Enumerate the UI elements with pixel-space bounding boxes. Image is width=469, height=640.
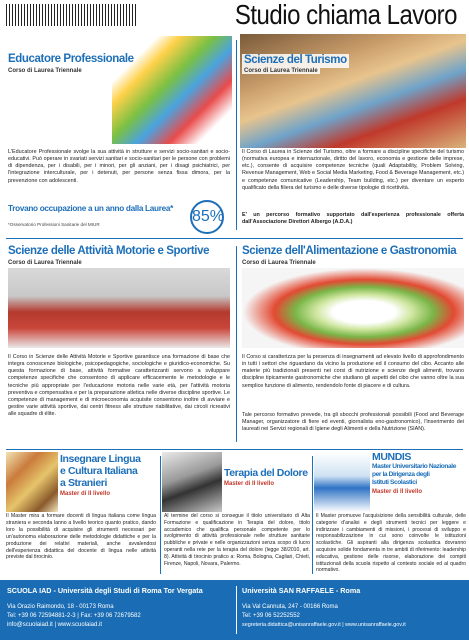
master-title: Terapia del Dolore [224,467,308,479]
section-subtitle: Corso di Laurea Triennale [242,260,316,266]
master-title-line1: Insegnare Lingua [60,453,141,465]
master-title-line3: a Stranieri [60,477,107,489]
footer-iad-address: Via Orazio Raimondo, 18 - 00173 Roma [7,604,114,610]
footer-sanraffaele-name: Università SAN RAFFAELE - Roma [242,586,361,595]
footer-sanraffaele [240,580,469,640]
section-title: Scienze delle Attività Motorie e Sportive [8,245,210,257]
footer-iad [0,580,236,640]
section-motorie [0,240,236,448]
track-image [8,268,230,348]
master-title-line3: per la Dirigenza degli [372,471,430,478]
footer-iad-phone: Tel: +39 06 72594881-2-3 | Fax: +39 06 72679582 [7,613,141,619]
footer-iad-web[interactable]: info@scuolaiad.it | www.scuolaiad.it [7,622,103,628]
section-educatore [0,32,236,237]
divider [236,40,237,230]
master-body: Il Master promuove l'acquisizione della sensibilità culturale, delle categorie d'analisi e degli strumenti tecnici per leggere e indirizzare i cambiamenti di missioni, i processi di sviluppo e responsabilizzazione in cui sono coinvolte le istituzioni scolastiche. Gli aspiranti alla dirigenza scolastica dovranno acquisire solide fondamenta in tre ambiti di riferimento: leadership educativa, gestione delle risorse, elaborazione dei compiti istituzionali della scuola rispetto al contesto sociale ed al quadro normativo. [316,513,466,574]
footer-divider [236,586,237,634]
master-body: Il Master mira a formare docenti di lingua italiana come lingua straniera e seconda lanno a livello teorico quanto pratico, dando loro la possibilità di acquisire gli strumenti necessari per un'autonoma elaborazione delle metodologie didattiche e per la produzione dei relativi materiali, anche avvalendosi dell'esperienza didattica del docente di lingua nelle attività previste dal tirocinio. [6,513,156,561]
travel-image [240,34,466,148]
section-subtitle: Corso di Laurea Triennale [8,260,82,266]
section-master-dolore [160,450,312,580]
section-subtitle: Corso di Laurea Triennale [8,68,82,74]
books-image [6,452,58,512]
footer-sanraffaele-address: Via Val Cannuta, 247 - 00166 Roma [242,604,338,610]
section-body: Il Corso in Scienze delle Attività Motorie e Sportive garantisce una formazione di base che integra conoscenze biologiche, psicopedagogiche, sociologiche e giuridico-economiche. Su questa formazione di base, attività formative caratterizzanti servono a sviluppare competenze specifiche che consentono di applicare efficacemente le metodologie e le tecniche più appropriate per l'educazione motoria nelle varie età, per l'attività motoria preventiva e compensativa e per la preparazione atletica nelle diverse discipline sportive. Le competenze di management e di microeconomia acquisite consentono inoltre di avviare e gestire varie attività sportive, dai centri fitness alle strutture riabilitative, dai circoli ricreativi alle squadre di élite. [8,354,230,418]
master-level: Master di II livello [60,491,111,497]
section-body-2: Tale percorso formativo prevede, tra gli sbocchi professionali possibili (Food and Beverage Manager, organizzatore di fiere ed eventi, giornalista eno-gastronomico), l'inserimento dei laureati nei Servizi regionali di Igiene degli Alimenti e della Nutrizione (SIAN). [242,412,464,433]
employment-rate-badge: 85% [190,200,224,234]
employment-callout: Trovano occupazione a un anno dalla Laurea* [8,204,173,213]
master-body: Al termine del corso si consegue il titolo universitario di Alta Formazione e qualificazione in Terapia del dolore, titolo accademico che qualifica personale competente per lo svolgimento di attività professionale nelle strutture sanitarie pubbliche e private e nelle organizzazioni senza scopo di lucro operanti nella rete per la terapia del dolore (legge 38/2010, art. 8). Attività di tirocinio pratico a: Roma, Bologna, Cagliari, Chieti, Firenze, Napoli, Novara, Palermo. [164,513,310,567]
chess-image [162,452,222,512]
section-turismo [236,32,469,237]
section-body-highlight: E' un percorso formativo supportato dall'esperienza professionale offerta dall'Associazione Direttori Albergo (A.D.A.) [242,212,464,226]
footer-sanraffaele-web[interactable]: segreteria.didattica@unisanraffaele.gov.it | www.unisanraffaele.gov.it [242,622,406,628]
section-title: Educatore Professionale [8,53,134,65]
divider [236,246,237,442]
divider [6,238,463,239]
building-image [314,452,370,512]
master-title: MUNDIS [372,451,412,463]
decorative-stripes [6,4,136,26]
footer-iad-name: SCUOLA IAD - Università degli Studi di Roma Tor Vergata [7,586,203,595]
master-level: Master di II livello [372,489,423,495]
section-title: Scienze dell'Alimentazione e Gastronomia [242,245,457,257]
section-title: Scienze del Turismo [244,54,347,66]
footer [0,580,469,640]
source-note: *Osservatorio Professioni Sanitarie del MIUR [8,222,100,227]
divider [160,456,161,574]
master-title-line2: e Cultura Italiana [60,465,138,477]
page-title: Studio chiama Lavoro [234,0,457,32]
footer-sanraffaele-phone: Tel: +39 06 52252552 [242,613,300,619]
section-master-mundis [312,450,469,580]
master-title-line2: Master Universitario Nazionale [372,463,457,470]
header [0,0,469,32]
section-alimentazione [236,240,469,448]
section-body: L'Educatore Professionale svolge la sua attività in strutture e servizi socio-sanitari e socio-educativi. Può operare in svariati servizi sanitari e socio-sanitari per le persone con problemi di dipendenza, per i disabili, per i minori, per gli anziani, per i disagi psichiatrici, per l'integrazione interculturale, per i detenuti, per persone senza fissa dimora, per la prevenzione con adolescenti. [8,149,230,184]
section-body: Il Corso si caratterizza per la presenza di insegnamenti ad elevato livello di approfondimento in tutti i settori che riguardano da vicino la produzione ed il consumo del cibo. Accanto alle materie più tradizionali presenti nei corsi di nutrizione e scienze degli alimenti, trovano discipline tipicamente gastronomiche che studiano gli aspetti del cibo che vanno oltre la sua semplice funzione di alimento, rendendolo fonte di piacere e di cultura. [242,354,464,389]
section-master-lingua [0,450,160,580]
master-title-line4: Istituti Scolastici [372,479,417,486]
divider [312,456,313,574]
section-subtitle: Corso di Laurea Triennale [244,68,318,74]
master-level: Master di II livello [224,481,275,487]
section-body: Il Corso di Laurea in Scienze del Turismo, oltre a formare a discipline specifiche del turismo (normativa europea e internazionale, diritto del lavoro, economia e gestione delle imprese, etc.), consente di acquisire competenze tecniche (quali Adaptability, Problem Solving, Revenue Management, Web e Social Media Marketing, Food & Beverage Management, etc.) e competenze comunicative (Leadership, Team building, etc.) per diventare un esperto qualificato della filiera del turismo e delle diverse tipologie di ricettività. [242,149,464,191]
salad-image [242,268,464,348]
